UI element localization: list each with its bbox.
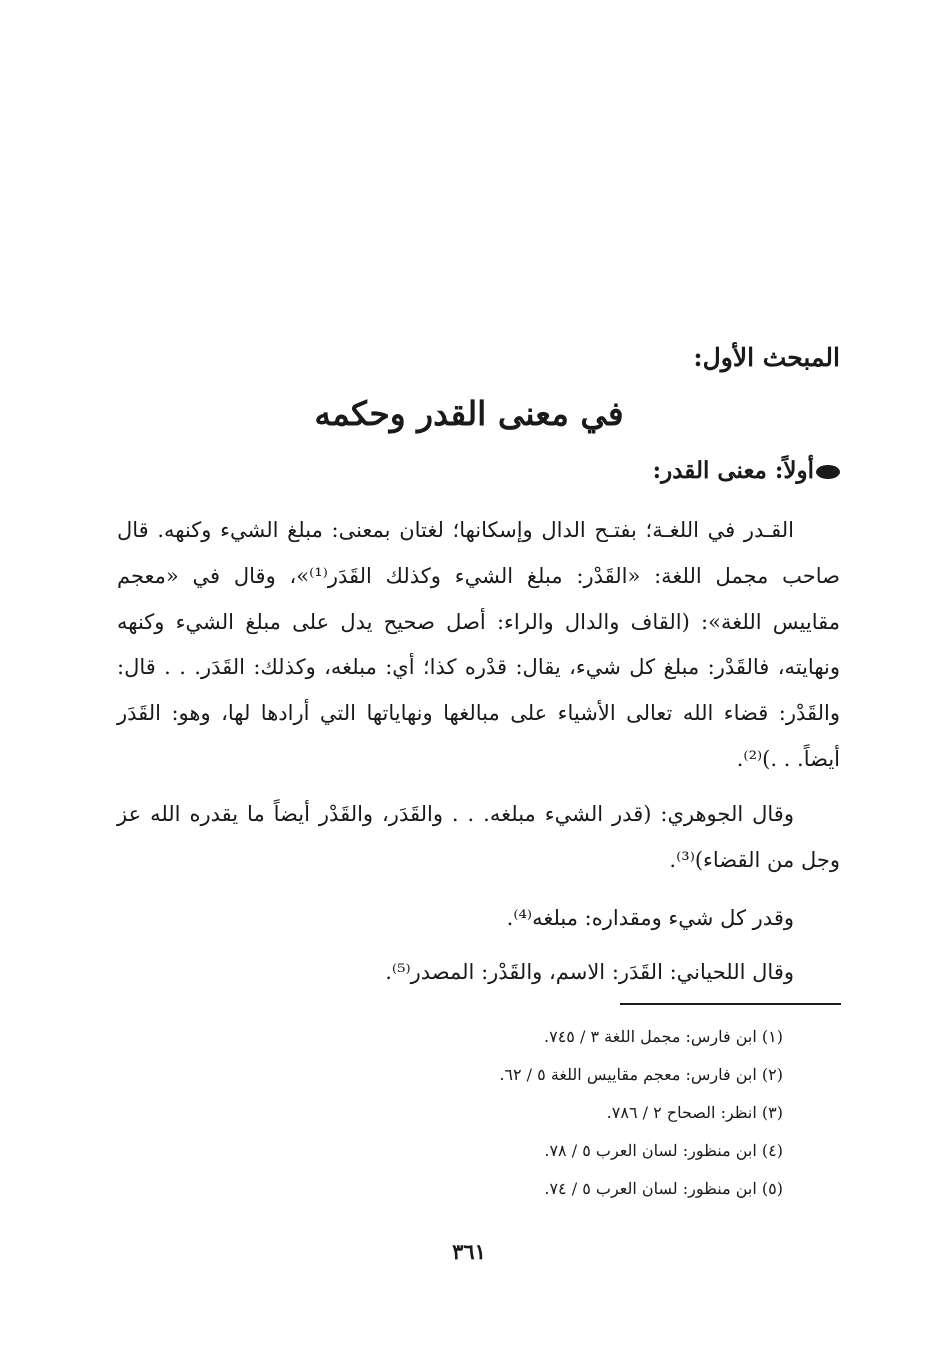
body-paragraph: وقال اللحياني: القَدَر: الاسم، والقَدْر: المصدر⁽⁵⁾. xyxy=(385,960,794,984)
subheading-text: أولاً: معنى القدر: xyxy=(652,457,814,484)
footnote: (٣) انظر: الصحاح ٢ / ٧٨٦. xyxy=(606,1103,783,1122)
footnote-divider xyxy=(620,1003,841,1005)
subheading xyxy=(240,454,840,488)
section-label: المبحث الأول: xyxy=(693,343,840,372)
chapter-title: في معنى القدر وحكمه xyxy=(314,394,624,433)
bullet-icon xyxy=(816,465,840,479)
footnote: (٢) ابن فارس: معجم مقاييس اللغة ٥ / ٦٢. xyxy=(499,1065,783,1084)
page-number: ٣٦١ xyxy=(452,1239,486,1264)
body-paragraph: وقدر كل شيء ومقداره: مبلغه⁽⁴⁾. xyxy=(506,906,794,930)
body-paragraph: وقال الجوهري: (قدر الشيء مبلغه. . . والقَدَر، والقَدْر أيضاً ما يقدره الله عز وجل من القضاء)⁽³⁾. xyxy=(117,802,840,872)
footnotes xyxy=(163,1018,783,1208)
footnote: (١) ابن فارس: مجمل اللغة ٣ / ٧٤٥. xyxy=(544,1027,783,1046)
footnote: (٤) ابن منظور: لسان العرب ٥ / ٧٨. xyxy=(544,1141,783,1160)
body-paragraph: القـدر في اللغـة؛ بفتـح الدال وإسكانها؛ لغتان بمعنى: مبلغ الشيء وكنهه. قال صاحب مجمل اللغة: «القَدْر: مبلغ الشيء وكذلك القَدَر⁽¹⁾»، وقال في «معجم مقاييس اللغة»: (القاف والدال والراء: أصل صحيح يدل على مبلغ الشيء وكنهه ونهايته، فالقَدْر: مبلغ كل شيء، يقال: قدْره كذا؛ أي: مبلغه، وكذلك: القَدَر. . . قال: والقَدْر: قضاء الله تعالى الأشياء على مبالغها ونهاياتها التي أرادها لها، وهو: القَدَر أيضاً. . .)⁽²⁾. xyxy=(117,518,841,771)
footnote: (٥) ابن منظور: لسان العرب ٥ / ٧٤. xyxy=(544,1179,783,1198)
